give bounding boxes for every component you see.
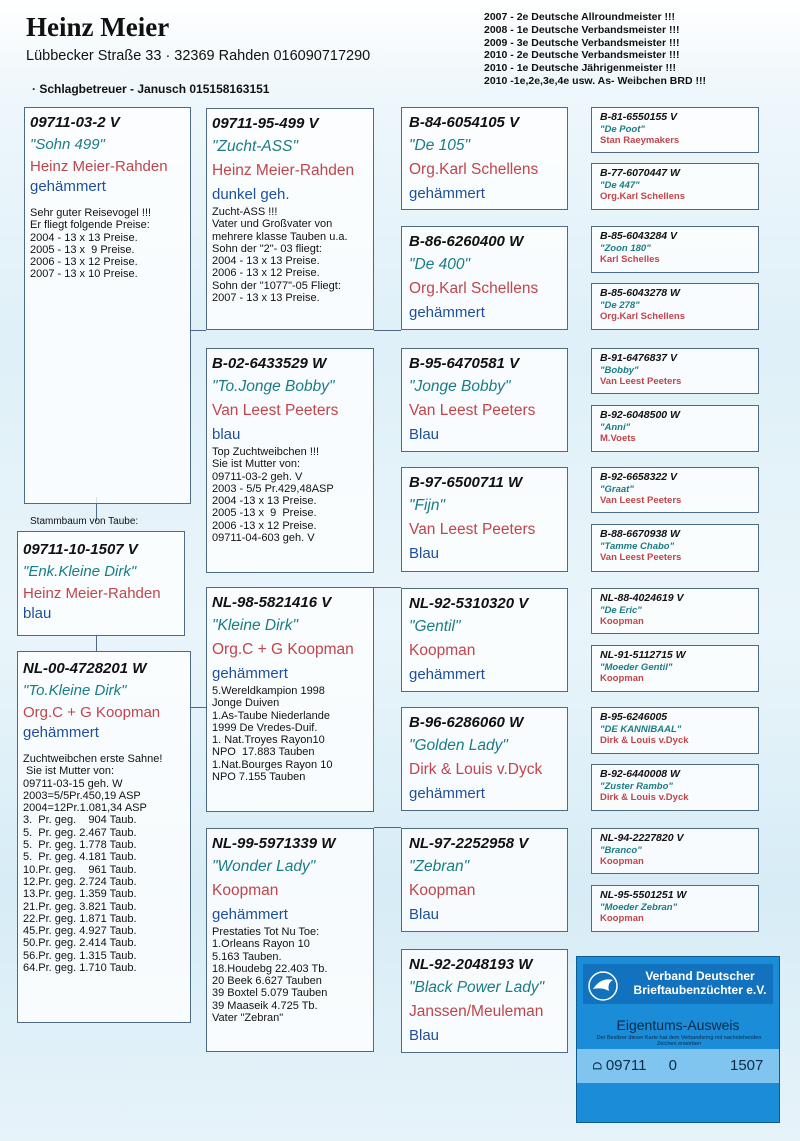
breeder: Org.Karl Schellens [600,191,686,202]
plumage-color: Blau [409,426,440,443]
connector-line [374,330,401,331]
performance-notes: 5.Wereldkampion 1998 Jonge Duiven 1.As-Taube Niederlande 1999 De Vredes-Duif. 1. Nat.Troyes Rayon10 NPO 17.883 Tauben 1.Nat.Bourges Rayon 10 NPO 7.155 Tauben [212,685,333,784]
breeder: Heinz Meier-Rahden [30,158,168,175]
breeder: Stan Raeymakers [600,135,680,146]
plumage-color: gehämmert [212,906,288,923]
breeder: Koopman [600,856,644,867]
pigeon-name: "De 447" [600,180,640,191]
sire-card [24,107,191,504]
pigeon-name: "Zoon 180" [600,243,651,254]
title-line: 2010 - 2e Deutsche Verbandsmeister !!! [484,49,680,62]
pigeon-name: "De 400" [409,256,470,273]
plumage-color: Blau [409,545,440,562]
breeder: Karl Schelles [600,254,660,265]
connector-line [189,707,206,708]
plumage-color: gehämmert [409,785,485,802]
grandsire-card [206,108,374,330]
pigeon-name: "Enk.Kleine Dirk" [23,563,137,580]
pigeon-name: "Graat" [600,484,634,495]
plumage-color: Blau [409,1027,440,1044]
title-line: 2010 - 1e Deutsche Jährigenmeister !!! [484,62,676,75]
ring-number: B-88-6670938 W [600,528,680,540]
org-line: Brieftaubenzüchter e.V. [633,983,767,997]
plumage-color: blau [212,426,241,443]
dam-card [17,651,191,1023]
breeder: Van Leest Peeters [600,495,682,506]
pigeon-name: "Black Power Lady" [409,979,545,996]
pigeon-name: "Moeder Gentil" [600,662,673,673]
plumage-color: dunkel geh. [212,186,290,203]
gen4-card [591,107,759,153]
ring-number: NL-97-2252958 V [409,835,529,852]
championship-list [484,11,706,88]
gen4-card [591,348,759,394]
gen4-card [591,163,759,210]
breeder: M.Voets [600,433,636,444]
gen4-card [591,645,759,692]
great-grandparent-card [401,107,568,210]
connector-line [189,330,206,331]
great-grandparent-card [401,949,568,1053]
gen4-card [591,405,759,452]
breeder: Koopman [600,673,644,684]
ownership-card-title: Eigentums-Ausweis [616,1017,740,1033]
breeder: Koopman [600,616,644,627]
plumage-color: gehämmert [409,185,485,202]
ring-number: NL-95-5501251 W [600,889,687,901]
title-line: 2008 - 1e Deutsche Verbandsmeister !!! [484,23,680,36]
pigeon-name: "Zebran" [409,858,470,875]
plumage-color: gehämmert [409,304,485,321]
plumage-color: Blau [409,906,440,923]
breeder-name: Heinz Meier [26,12,170,42]
pigeon-name: "Anni" [600,422,631,433]
gen4-card [591,226,759,273]
title-line: 2009 - 3e Deutsche Verbandsmeister !!! [484,36,680,49]
pigeon-name: "Kleine Dirk" [212,617,298,634]
breeder: Van Leest Peeters [600,376,682,387]
breeder-address: Lübbecker Straße 33 · 32369 Rahden 016090717290 [26,48,371,64]
pigeon-name: "De Poot" [600,124,645,135]
performance-notes: Zucht-ASS !!! Vater und Großvater von mehrere klasse Tauben u.a. Sohn der "2"- 03 fliegt: 2004 - 13 x 13 Preise. 2006 - 13 x 12 Preise. Sohn der "1077"-05 Fliegt: 2007 - 13 x 13 Preise. [212,206,348,305]
ring-number: B-95-6246005 [600,711,668,723]
great-grandparent-card [401,348,568,452]
great-grandparent-card [401,588,568,692]
granddam-card [206,348,374,573]
ring-number: B-02-6433529 W [212,355,327,372]
breeder: Koopman [600,913,644,924]
pigeon-name: "Wonder Lady" [212,858,316,875]
pigeon-name: "Moeder Zebran" [600,902,678,913]
connector-line [374,587,401,588]
breeder: Van Leest Peeters [409,521,536,538]
pigeon-name: "To.Kleine Dirk" [23,682,127,699]
loft-caretaker: · Schlagbetreuer - Janusch 015158163151 [32,82,270,96]
gen4-card [591,828,759,874]
plumage-color: gehämmert [409,666,485,683]
ring-number: NL-99-5971339 W [212,835,336,852]
great-grandparent-card [401,226,568,330]
ring-number: B-91-6476837 V [600,352,678,364]
ownership-card [576,956,780,1123]
great-grandparent-card [401,467,568,572]
ring-number: B-92-6048500 W [600,409,680,421]
ring-number: B-77-6070447 W [600,167,680,179]
ring-number: 09711-10-1507 V [23,541,138,558]
gen4-card [591,524,759,572]
subject-card [17,531,185,636]
pedigree-label: Stammbaum von Taube: [30,516,139,527]
pigeon-name: "Bobby" [600,365,639,376]
ring-number: NL-91-5112715 W [600,649,686,661]
ring-number: B-92-6658322 V [600,471,678,483]
breeder: Org.Karl Schellens [600,311,686,322]
pigeon-logo-icon [587,971,619,1001]
pigeon-name: "Gentil" [409,618,461,635]
ring-number: B-84-6054105 V [409,114,520,131]
plumage-color: gehämmert [23,724,99,741]
breeder: Janssen/Meuleman [409,1003,544,1020]
ring-number: 09711-95-499 V [212,115,319,132]
pigeon-name: "Sohn 499" [30,136,105,153]
year-mark: 0 [668,1057,677,1074]
ownership-card-number [590,1057,677,1074]
performance-notes: Sehr guter Reisevogel !!! Er fliegt folgende Preise: 2004 - 13 x 13 Preise. 2005 - 13 x 9 Preise. 2006 - 13 x 12 Preise. 2007 - 13 x 10 Preise. [30,207,152,281]
pigeon-name: "Zuster Rambo" [600,781,673,792]
ring-number: B-86-6260400 W [409,233,524,250]
gen4-card [591,588,759,634]
performance-notes: Zuchtweibchen erste Sahne! Sie ist Mutter von: 09711-03-15 geh. W 2003=5/5Pr.450,19 ASP 2004=12Pr.1.081,34 ASP 3. Pr. geg. 904 Taub. 5. Pr. geg. 2.467 Taub. 5. Pr. geg. 1.778 Taub. 5. Pr. geg. 4.181 Taub. 10.Pr. geg. 961 Taub. 12.Pr. geg. 2.724 Taub. 13.Pr. geg. 1.359 Taub. 21.Pr. geg. 3.821 Taub. 22.Pr. geg. 1.871 Taub. 45.Pr. geg. 4.927 Taub. 50.Pr. geg. 2.414 Taub. 56.Pr. geg. 1.315 Taub. 64.Pr. geg. 1.710 Taub. [23,753,163,975]
gen4-card [591,764,759,811]
ring-number: B-85-6043284 V [600,230,678,242]
ring-number: B-97-6500711 W [409,474,523,491]
club-number: 09711 [605,1057,647,1074]
gen4-card [591,707,759,754]
breeder: Heinz Meier-Rahden [212,162,355,179]
ring-number: B-96-6286060 W [409,714,524,731]
org-line: Verband Deutscher [645,969,755,983]
grandsire-card [206,587,374,812]
breeder: Heinz Meier-Rahden [23,585,161,602]
ring-number: B-95-6470581 V [409,355,520,372]
performance-notes: Top Zuchtweibchen !!! Sie ist Mutter von: 09711-03-2 geh. V 2003 - 5/5 Pr.429,48ASP 2004 -13 x 13 Preise. 2005 -13 x 9 Preise. 2006 -13 x 12 Preise. 09711-04-603 geh. V [212,446,334,545]
breeder: Van Leest Peeters [600,552,682,563]
great-grandparent-card [401,707,568,811]
ring-number: B-81-6550155 V [600,111,678,123]
ring-number: NL-88-4024619 V [600,592,684,604]
ring-number: B-92-6440008 W [600,768,680,780]
gen4-card [591,467,759,513]
country-prefix: D [590,1061,605,1071]
ownership-card-small-print: Der Besitzer dieser Karte hat dem Verbandsring mit nachstehenden Zeichen erworben [596,1035,762,1047]
ring-number: NL-98-5821416 V [212,594,332,611]
pigeon-name: "Jonge Bobby" [409,378,511,395]
ring-number: 09711-03-2 V [30,114,120,131]
great-grandparent-card [401,828,568,932]
ring-serial: 1507 [730,1057,764,1074]
pigeon-name: "Fijn" [409,497,445,514]
ring-number: NL-94-2227820 V [600,832,684,844]
pigeon-name: "De Eric" [600,605,642,616]
breeder: Org.C + G Koopman [23,704,161,721]
breeder: Van Leest Peeters [212,402,339,419]
pigeon-name: "Tamme Chabo" [600,541,675,552]
performance-notes: Prestaties Tot Nu Toe: 1.Orleans Rayon 10 5.163 Tauben. 18.Houdebg 22.403 Tb. 20 Beek 6.627 Tauben 39 Boxtel 5.079 Tauben 39 Maaseik 4.725 Tb. Vater "Zebran" [212,926,328,1025]
title-line: 2010 -1e,2e,3e,4e usw. As- Weibchen BRD !!! [484,74,706,87]
breeder: Koopman [409,642,476,659]
breeder: Org.Karl Schellens [409,280,539,297]
breeder: Dirk & Louis v.Dyck [409,761,543,778]
pigeon-name: "Branco" [600,845,642,856]
breeder: Van Leest Peeters [409,402,536,419]
gen4-card [591,283,759,330]
gen4-card [591,885,759,932]
breeder: Dirk & Louis v.Dyck [600,792,689,803]
breeder: Org.C + G Koopman [212,641,354,658]
connector-line [374,827,401,828]
ring-number: NL-92-2048193 W [409,956,533,973]
pigeon-name: "DE KANNIBAAL" [600,724,682,735]
pigeon-name: "To.Jonge Bobby" [212,378,335,395]
ownership-card-org [625,969,775,997]
ring-number: NL-00-4728201 W [23,660,147,677]
plumage-color: gehämmert [30,178,106,195]
breeder: Dirk & Louis v.Dyck [600,735,689,746]
breeder: Koopman [212,882,279,899]
breeder: Org.Karl Schellens [409,161,539,178]
breeder: Koopman [409,882,476,899]
pigeon-name: "Golden Lady" [409,737,508,754]
plumage-color: gehämmert [212,665,288,682]
granddam-card [206,828,374,1052]
connector-line [96,634,97,651]
pigeon-name: "De 105" [409,137,470,154]
pigeon-name: "De 278" [600,300,640,311]
ring-number: NL-92-5310320 V [409,595,529,612]
ring-number: B-85-6043278 W [600,287,680,299]
plumage-color: blau [23,605,52,622]
title-line: 2007 - 2e Deutsche Allroundmeister !!! [484,11,675,23]
pigeon-name: "Zucht-ASS" [212,138,298,155]
